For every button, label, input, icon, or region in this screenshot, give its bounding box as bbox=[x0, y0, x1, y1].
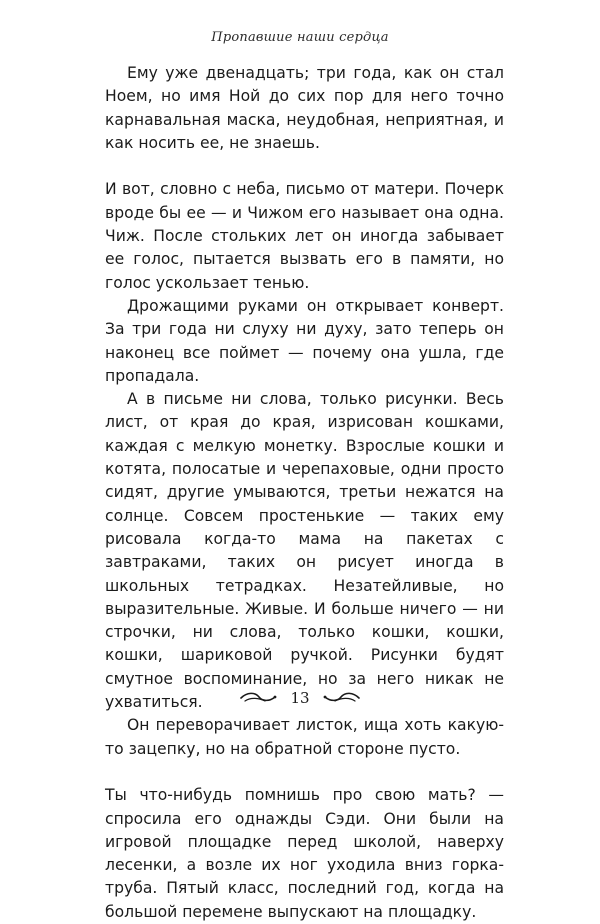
body-text bbox=[105, 62, 504, 924]
swirl-ornament-left-icon bbox=[239, 691, 279, 705]
paragraph-3: Дрожащими руками он открывает конверт. За три года ни слуху ни духу, зато теперь он наконец все поймет — почему она ушла, где пропадала. bbox=[105, 296, 504, 385]
paragraph-1: Ему уже двенадцать; три года, как он стал Ноем, но имя Ной до сих пор для него точно карнавальная маска, неудобная, неприятная, и как носить ее, не знаешь. bbox=[105, 64, 504, 152]
page-footer bbox=[0, 686, 600, 710]
swirl-ornament-right-icon bbox=[321, 691, 361, 705]
page-number: 13 bbox=[290, 689, 310, 707]
paragraph-4: А в письме ни слова, только рисунки. Весь лист, от края до края, изрисован кошками, каждая с мелкую монетку. Взрослые кошки и котята, полосатые и черепаховые, одни просто сидят, другие умываются, третьи нежатся на солнце. Совсем простенькие — таких ему рисовала когда-то мама на пакетах с завтраками, таких он рисует иногда в школьных тетрадках. Незатейливые, но выразительные. Живые. И больше ничего — ни строчки, ни слова, только кошки, кошки, кошки, шариковой ручкой. Рисунки будят смутное воспоминание, но за него никак не ухватиться. bbox=[105, 390, 504, 712]
paragraph-2: И вот, словно с неба, письмо от матери. Почерк вроде бы ее — и Чижом его называет она одна. Чиж. После стольких лет он иногда забывает ее голос, пытается вызвать его в памяти, но голос ускользает тенью. bbox=[105, 180, 504, 292]
paragraph-5: Он переворачивает листок, ища хоть какую-то зацепку, но на обратной стороне пусто. bbox=[105, 716, 504, 758]
paragraph-6: Ты что-нибудь помнишь про свою мать? — спросила его однажды Сэди. Они были на игровой площадке перед школой, наверху лесенки, а возле их ног уходила вниз горка-труба. Пятый класс, последний год, когда на большой перемене выпускают на площадку. bbox=[105, 786, 504, 921]
running-head-title: Пропавшие наши сердца bbox=[211, 30, 389, 45]
